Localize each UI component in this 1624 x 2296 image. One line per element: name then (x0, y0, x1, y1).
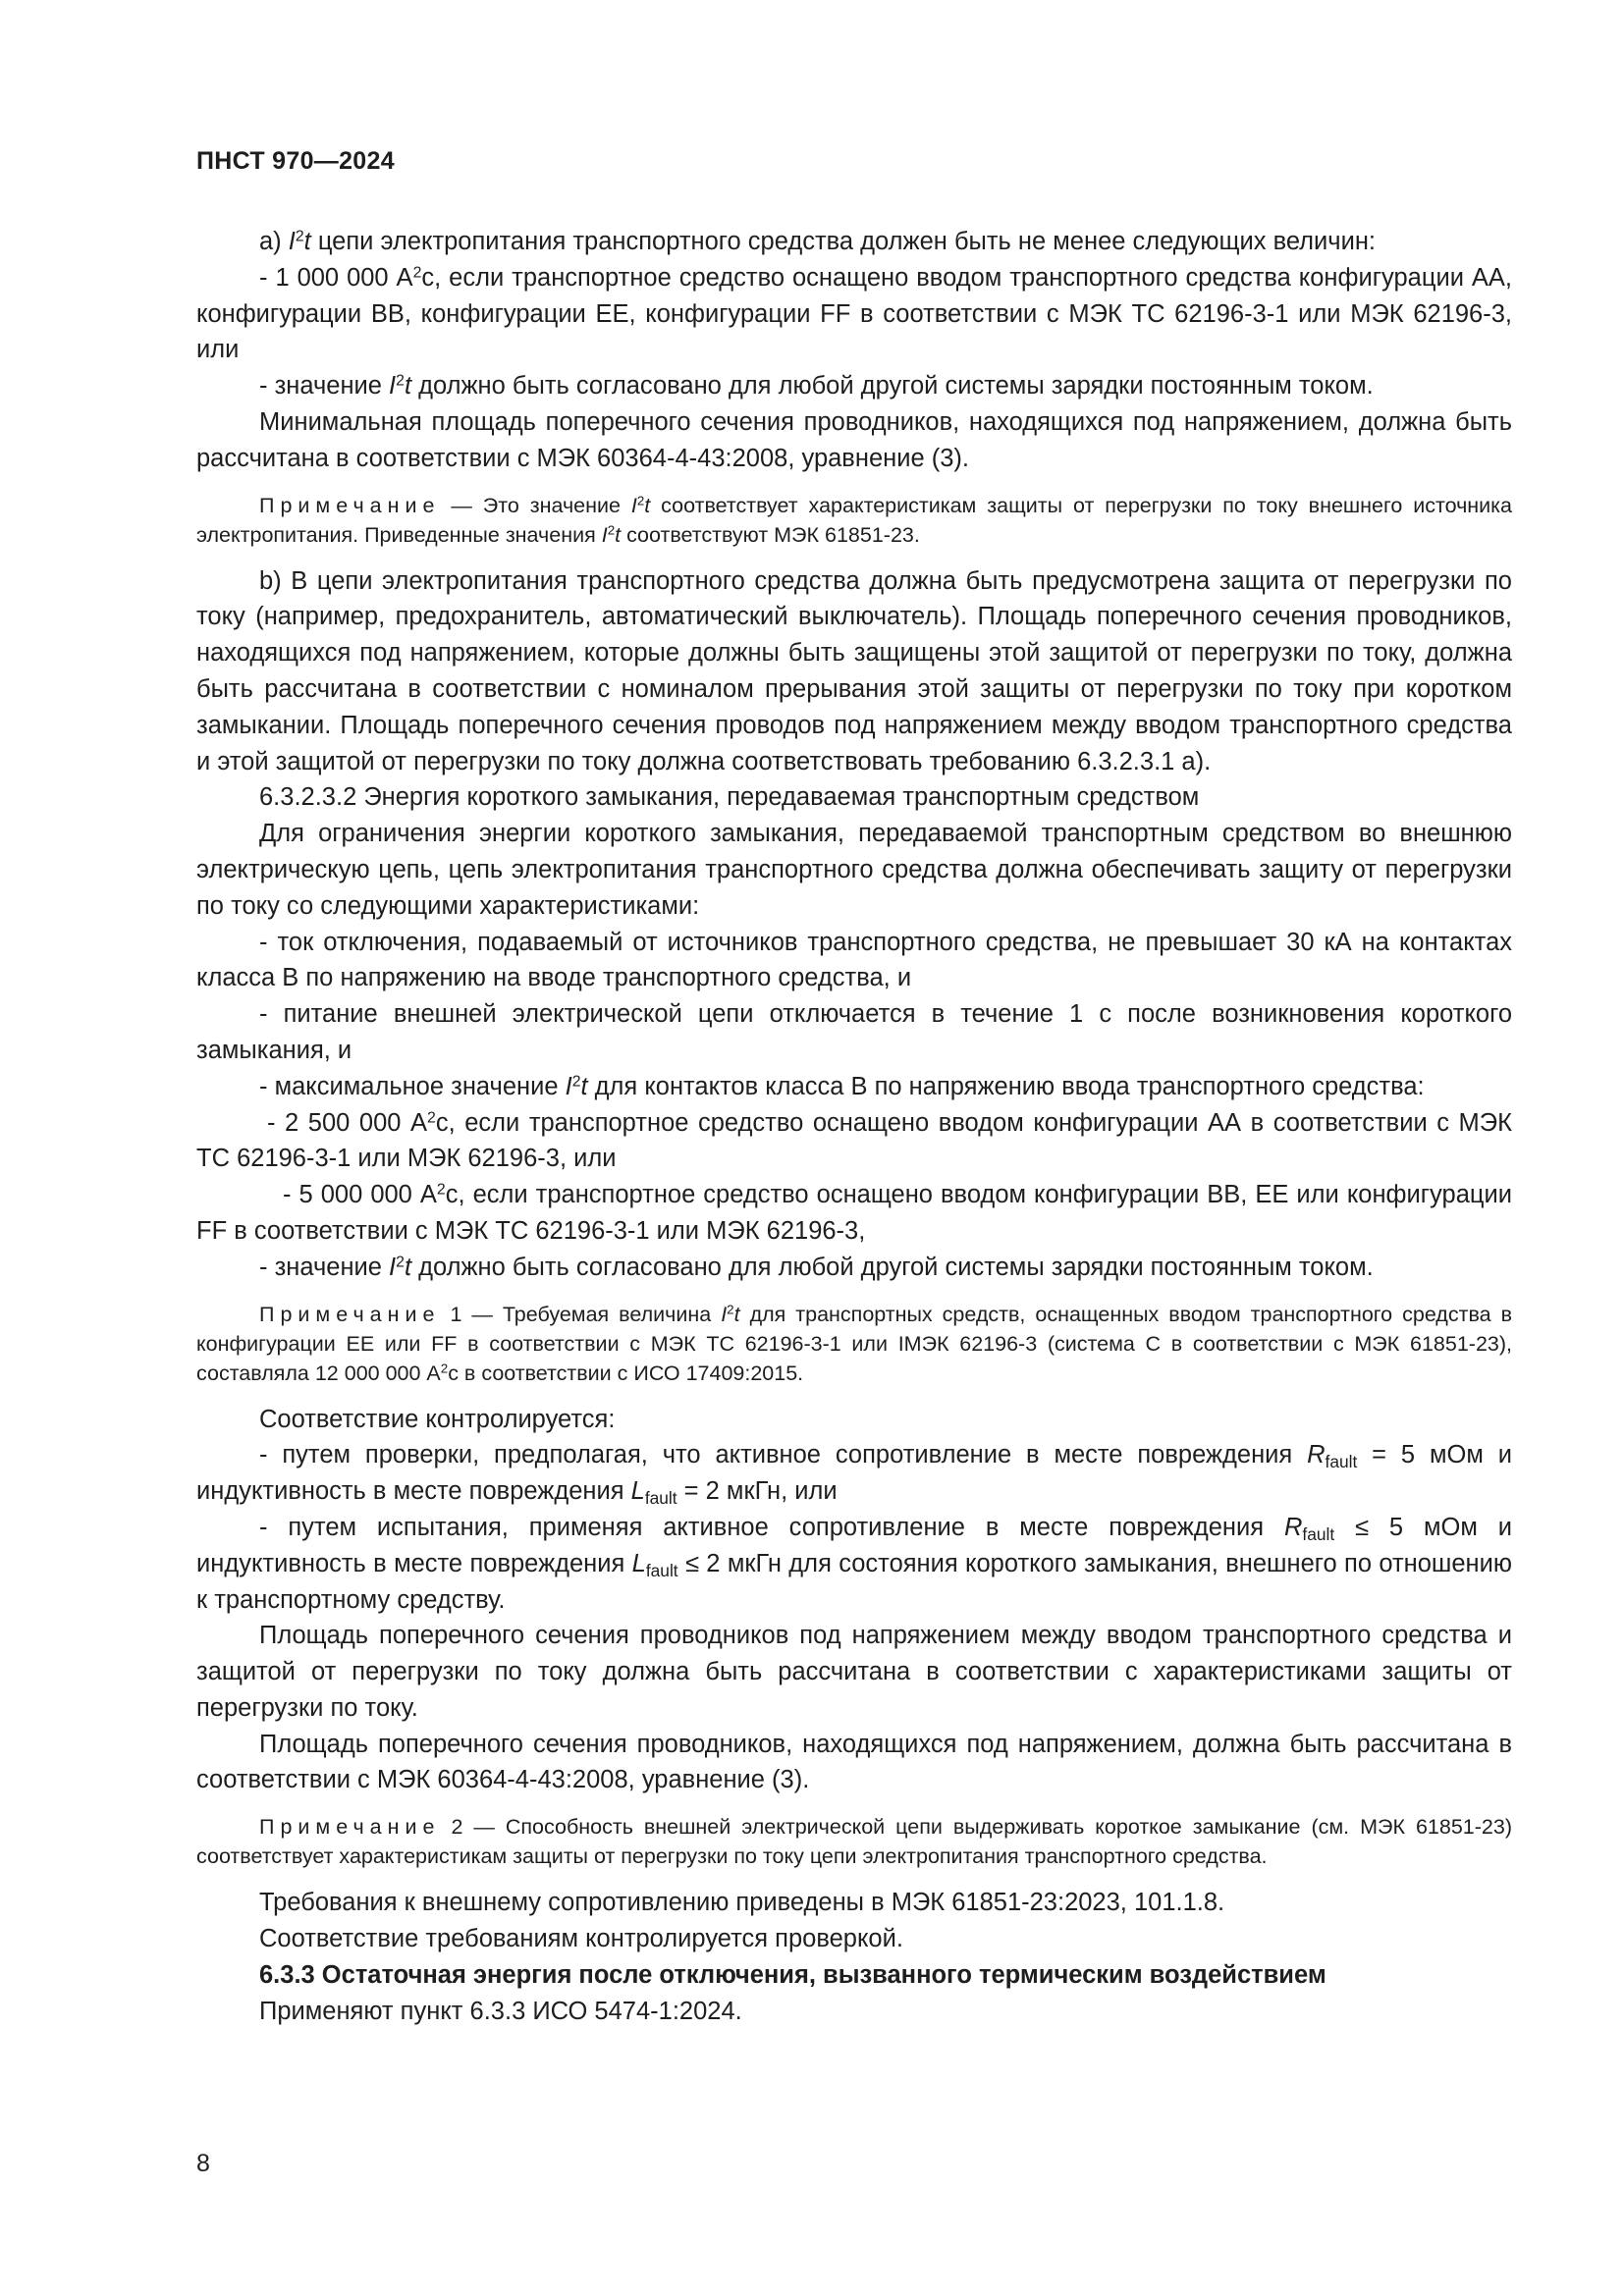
list-item: - значение $I^2t$ должно быть согласовано для любой другой системы зарядки постоянным током. (259, 372, 1374, 400)
paragraph: Соответствие контролируется: (259, 1405, 616, 1433)
list-item: - путем испытания, применяя активное сопротивление в месте повреждения $R_{fault} \le 5$ мОм и индуктивность в месте повреждения $L_{fault} \le 2$ мкГн для состояния короткого замыкания, внешнего по отношению к транспортному средству. (196, 1513, 1512, 1614)
paragraph: Площадь поперечного сечения проводников, находящихся под напряжением, должна быть рассчитана в соответствии с МЭК 60364-4-43:2008, уравнение (3). (196, 1730, 1512, 1794)
paragraph: Соответствие требованиям контролируется проверкой. (259, 1925, 903, 1953)
list-item: - путем проверки, предполагая, что активное сопротивление в месте повреждения $R_{fault} = 5$ мОм и индуктивность в месте повреждения $L_{fault} = 2$ мкГн, или (196, 1441, 1512, 1509)
paragraph: Минимальная площадь поперечного сечения проводников, находящихся под напряжением, должна быть рассчитана в соответствии с МЭК 60364-4-43:2008, уравнение (3). (196, 407, 1512, 472)
paragraph: Требования к внешнему сопротивлению приведены в МЭК 61851-23:2023, 101.1.8. (259, 1889, 1225, 1917)
paragraph-b: b) В цепи электропитания транспортного средства должна быть предусмотрена защита от перегрузки по току (например, предохранитель, автоматический выключатель). Площадь поперечного сечения проводников, находящихся под напряжением, которые должны быть защищены этой защитой от перегрузки по току, должна быть рассчитана в соответствии с номиналом прерывания этой защиты от перегрузки по току при коротком замыкании. Площадь поперечного сечения проводов под напряжением между вводом транспортного средства и этой защитой от перегрузки по току должна соответствовать требованию 6.3.2.3.1 а). (196, 566, 1512, 775)
document-code: ПНСТ 970—2024 (196, 147, 395, 175)
paragraph: Для ограничения энергии короткого замыкания, передаваемой транспортным средством во внешнюю электрическую цепь, цепь электропитания транспортного средства должна обеспечивать защиту от перегрузки по току со следующими характеристиками: (196, 820, 1512, 920)
section-heading: 6.3.3 Остаточная энергия после отключения, вызванного термическим воздействием (259, 1960, 1326, 1989)
list-item: - максимальное значение $I^2t$ для контактов класса В по напряжению ввода транспортного средства: (259, 1072, 1425, 1100)
document-body (196, 224, 1512, 2029)
list-item: - значение $I^2t$ должно быть согласовано для любой другой системы зарядки постоянным током. (259, 1253, 1374, 1281)
note-1: Примечание — Это значение $I^2t$ соответствует характеристикам защиты от перегрузки по току внешнего источника электропитания. Приведенные значения $I^2t$ соответствуют МЭК 61851-23. (196, 493, 1513, 547)
paragraph-a: a) $I^2t$ цепи электропитания транспортного средства должен быть не менее следующих величин: (259, 228, 1377, 255)
list-item: - 2 500 000 $А^2с$, если транспортное средство оснащено вводом конфигурации АА в соответствии с МЭК ТС 62196-3-1 или МЭК 62196-3, или (196, 1108, 1512, 1173)
list-item: - 5 000 000 $А^2с$, если транспортное средство оснащено вводом конфигурации ВВ, ЕЕ или конфигурации FF в соответствии с МЭК ТС 62196-3-1 или МЭК 62196-3, (196, 1181, 1512, 1245)
page-number: 8 (196, 2150, 210, 2177)
paragraph: Площадь поперечного сечения проводников под напряжением между вводом транспортного средства и защитой от перегрузки по току должна быть рассчитана в соответствии с характеристиками защиты от перегрузки по току. (196, 1622, 1512, 1722)
list-item: - 1 000 000 $А^2с$, если транспортное средство оснащено вводом транспортного средства конфигурации АА, конфигурации ВВ, конфигурации ЕЕ, конфигурации FF в соответствии с МЭК ТС 62196-3-1 или МЭК 62196-3, или (196, 263, 1512, 364)
paragraph: Применяют пункт 6.3.3 ИСО 5474-1:2024. (259, 1997, 742, 2025)
note-3: Примечание 2 — Способность внешней электрической цепи выдерживать короткое замыкание (см. МЭК 61851-23) соответствует характеристикам защиты от перегрузки по току цепи электропитания транспортного средства. (196, 1815, 1512, 1869)
subsection-heading: 6.3.2.3.2 Энергия короткого замыкания, передаваемая транспортным средством (259, 783, 1200, 812)
note-2: Примечание 1 — Требуемая величина $I^2t$ для транспортных средств, оснащенных вводом транспортного средства в конфигурации ЕЕ или FF в соответствии с МЭК ТС 62196-3-1 или IМЭК 62196-3 (система С в соответствии с МЭК 61851-23), составляла 12 000 000 $А^2с$ в соответствии с ИСО 17409:2015. (196, 1302, 1512, 1385)
list-item: - питание внешней электрической цепи отключается в течение 1 с после возникновения короткого замыкания, и (196, 1000, 1512, 1064)
list-item: - ток отключения, подаваемый от источников транспортного средства, не превышает 30 кА на контактах класса В по напряжению на вводе транспортного средства, и (196, 928, 1512, 992)
